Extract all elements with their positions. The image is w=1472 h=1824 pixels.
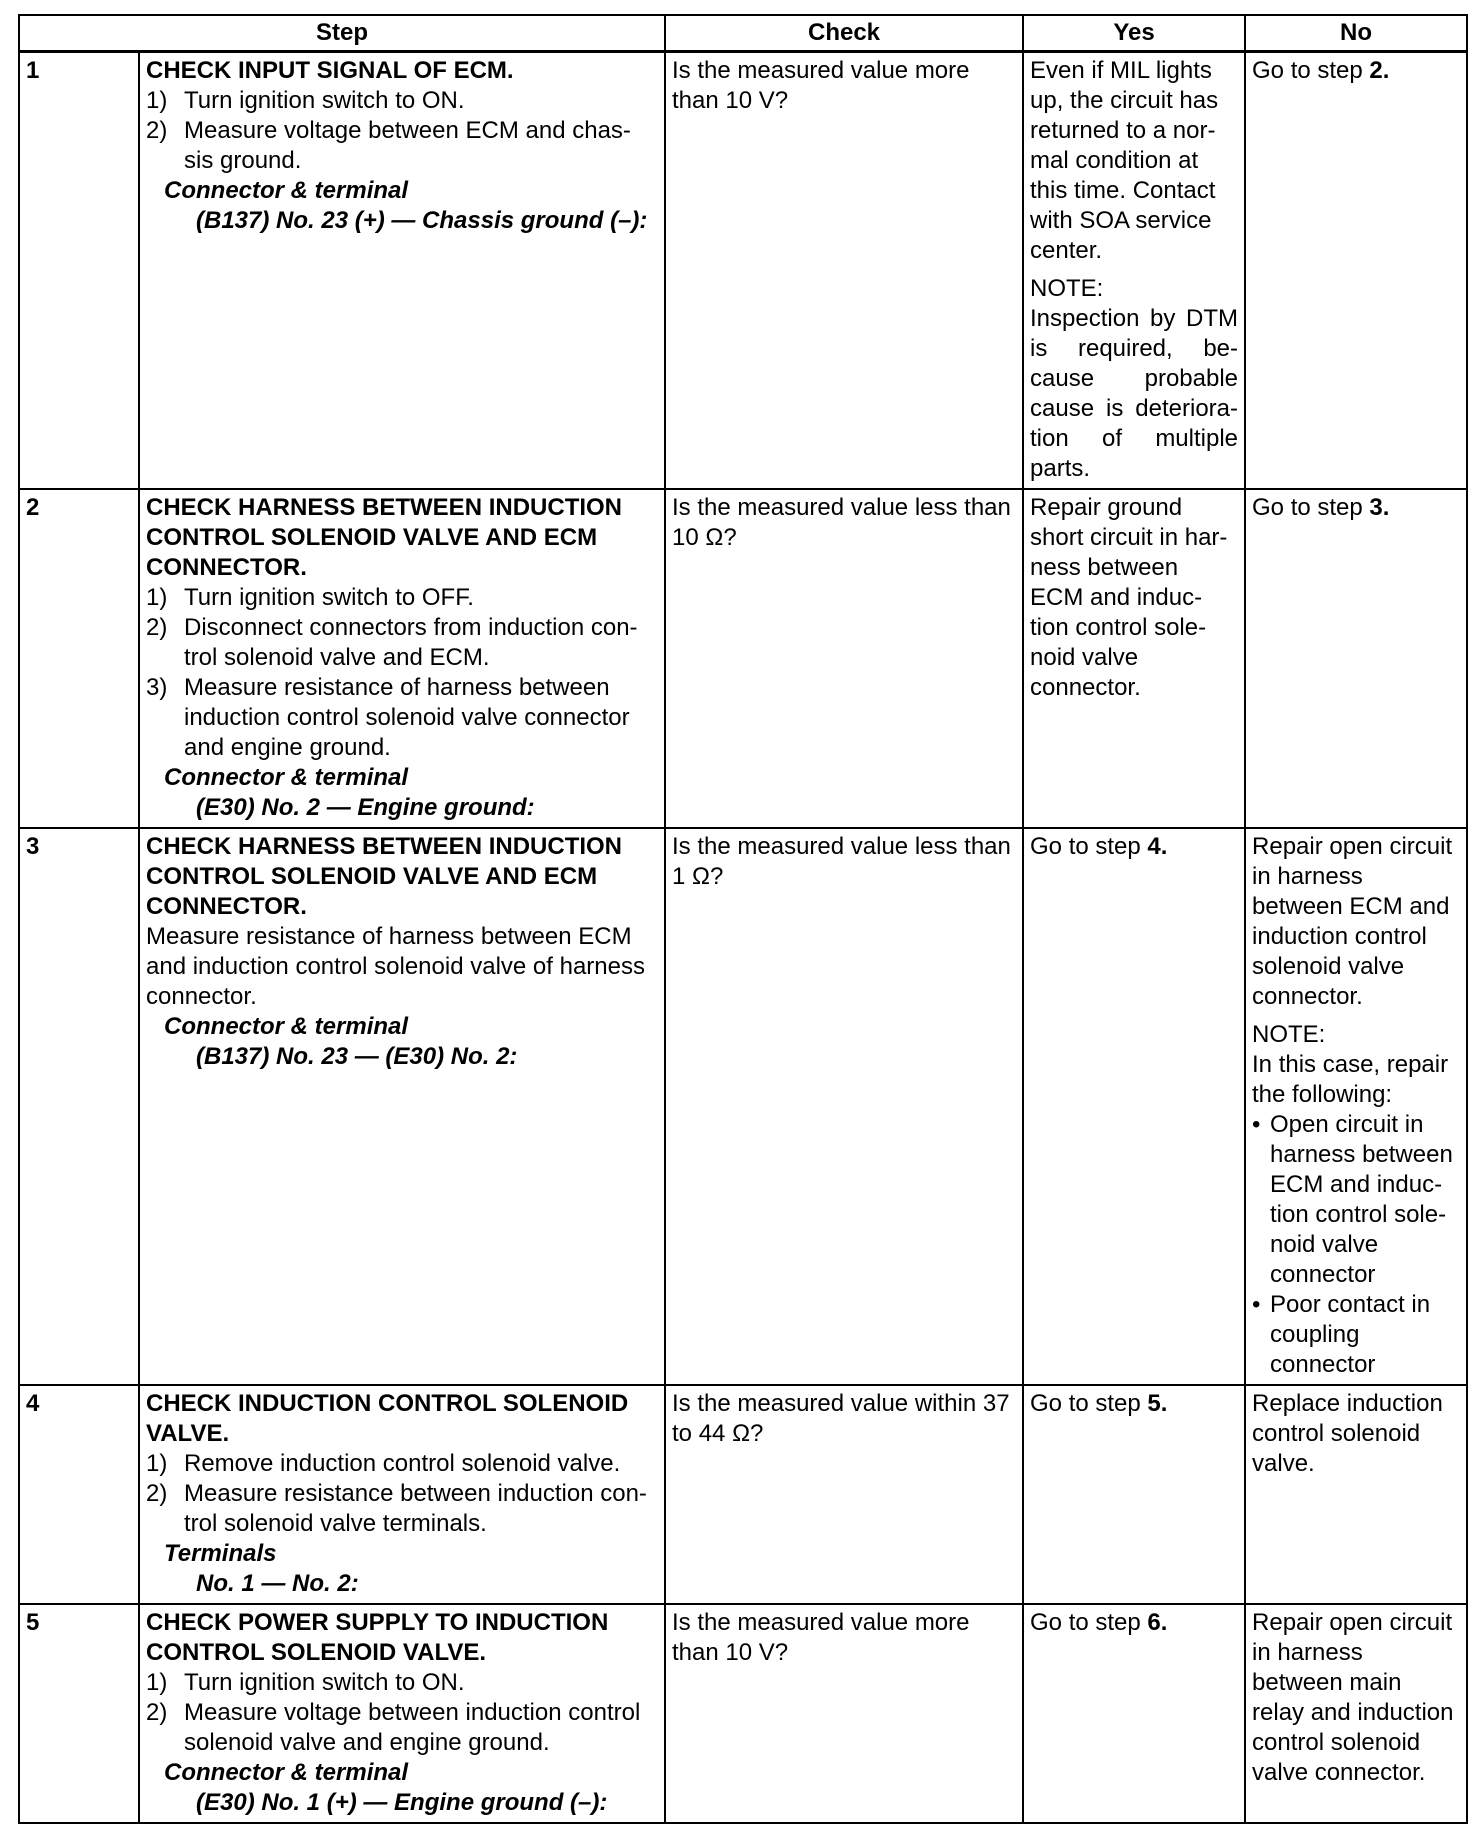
bullet-icon: •: [1252, 1111, 1261, 1138]
connector-terminal-value: (E30) No. 1 (+) — Engine ground (–):: [196, 1789, 608, 1816]
yes-cell: [1023, 1604, 1245, 1823]
connector-terminal-value: (E30) No. 2 — Engine ground:: [196, 794, 535, 821]
connector-terminal-value: (B137) No. 23 (+) — Chassis ground (–):: [196, 207, 648, 234]
substep-text: Disconnect connectors from induction con-trol solenoid valve and ECM.: [184, 614, 638, 671]
check-cell: Is the measured value less than 10 Ω?: [665, 489, 1023, 828]
diagnostic-table: [18, 14, 1468, 1824]
header-no: No: [1245, 15, 1467, 52]
substep: [146, 116, 658, 176]
substep: [146, 1449, 658, 1479]
terminals-value: No. 1 — No. 2:: [196, 1570, 359, 1597]
table-row: [19, 1385, 1467, 1604]
check-cell: Is the measured value more than 10 V?: [665, 52, 1023, 490]
no-cell: [1245, 52, 1467, 490]
no-bullet: [1252, 1290, 1460, 1380]
substep-text: Turn ignition switch to ON.: [184, 87, 465, 114]
step-description: [139, 489, 665, 828]
yes-note-label: NOTE:: [1030, 275, 1104, 302]
table-row: [19, 828, 1467, 1385]
no-cell: Replace induction control solenoid valve.: [1245, 1385, 1467, 1604]
substep: [146, 86, 658, 116]
check-cell: Is the measured value within 37 to 44 Ω?: [665, 1385, 1023, 1604]
header-step: Step: [19, 15, 665, 52]
no-cell: [1245, 489, 1467, 828]
yes-cell: [1023, 52, 1245, 490]
substep-number: 1): [146, 1450, 168, 1477]
substep-number: 2): [146, 1699, 168, 1726]
no-note-label: NOTE:: [1252, 1021, 1326, 1048]
substep-text: Measure voltage between ECM and chas-sis ground.: [184, 117, 631, 174]
step-number: 5: [19, 1604, 139, 1823]
yes-step-ref: 4.: [1147, 833, 1168, 860]
step-title: CHECK HARNESS BETWEEN INDUCTION CONTROL SOLENOID VALVE AND ECM CONNECTOR.: [146, 494, 623, 581]
substep-text: Measure resistance between induction con-trol solenoid valve terminals.: [184, 1480, 647, 1537]
step-number: 3: [19, 828, 139, 1385]
step-description: [139, 1604, 665, 1823]
step-number: 1: [19, 52, 139, 490]
no-note: In this case, repair the following:: [1252, 1051, 1449, 1108]
yes-cell: [1023, 828, 1245, 1385]
substep-text: Turn ignition switch to ON.: [184, 1669, 465, 1696]
substep: [146, 1479, 658, 1539]
connector-terminal-label: Connector & terminal: [164, 764, 409, 791]
step-description: [139, 52, 665, 490]
no-cell: [1245, 828, 1467, 1385]
substep-number: 1): [146, 87, 168, 114]
no-step-ref: 2.: [1369, 57, 1390, 84]
substep-number: 2): [146, 117, 168, 144]
yes-text: Repair ground short circuit in har-ness between ECM and induc-tion control sole-noid valve connector.: [1030, 494, 1228, 701]
step-title: CHECK INPUT SIGNAL OF ECM.: [146, 57, 514, 84]
yes-step-ref: 5.: [1147, 1390, 1168, 1417]
substep-number: 3): [146, 674, 168, 701]
no-cell: Repair open circuit in harness between main relay and induction control solenoid valve connector.: [1245, 1604, 1467, 1823]
substep-text: Measure voltage between induction control solenoid valve and engine ground.: [184, 1699, 641, 1756]
step-title: CHECK INDUCTION CONTROL SOLENOID VALVE.: [146, 1390, 629, 1447]
step-instruction: Measure resistance of harness between ECM and induction control solenoid valve of harness connector.: [146, 923, 645, 1010]
substep-number: 2): [146, 1480, 168, 1507]
substep: [146, 583, 658, 613]
substep-list: [146, 583, 658, 763]
substep-text: Remove induction control solenoid valve.: [184, 1450, 621, 1477]
table-row: [19, 52, 1467, 490]
step-title: CHECK POWER SUPPLY TO INDUCTION CONTROL SOLENOID VALVE.: [146, 1609, 609, 1666]
connector-terminal-label: Connector & terminal: [164, 1013, 409, 1040]
no-text: Repair open circuit in harness between ECM and induction control solenoid valve connector.: [1252, 833, 1453, 1010]
substep-text: Turn ignition switch to OFF.: [184, 584, 474, 611]
yes-note: Inspection by DTM is required, be-cause probable cause is deteriora-tion of multiple parts.: [1030, 305, 1239, 482]
substep-list: [146, 86, 658, 176]
yes-step-ref: 6.: [1147, 1609, 1168, 1636]
step-title: CHECK HARNESS BETWEEN INDUCTION CONTROL SOLENOID VALVE AND ECM CONNECTOR.: [146, 833, 623, 920]
yes-prefix: Go to step: [1030, 1390, 1148, 1417]
yes-cell: [1023, 1385, 1245, 1604]
check-cell: Is the measured value less than 1 Ω?: [665, 828, 1023, 1385]
connector-terminal-value: (B137) No. 23 — (E30) No. 2:: [196, 1043, 518, 1070]
substep-list: [146, 1449, 658, 1539]
yes-prefix: Go to step: [1030, 833, 1148, 860]
no-prefix: Go to step: [1252, 57, 1370, 84]
yes-text: Even if MIL lights up, the circuit has returned to a nor-mal condition at this time. Contact with SOA service center.: [1030, 57, 1219, 264]
bullet-text: Poor contact in coupling connector: [1270, 1291, 1431, 1378]
bullet-text: Open circuit in harness between ECM and induc-tion control sole-noid valve connector: [1270, 1111, 1453, 1288]
substep-text: Measure resistance of harness between induction control solenoid valve connector and engine ground.: [184, 674, 630, 761]
substep: [146, 613, 658, 673]
check-cell: Is the measured value more than 10 V?: [665, 1604, 1023, 1823]
step-description: [139, 828, 665, 1385]
header-yes: Yes: [1023, 15, 1245, 52]
bullet-icon: •: [1252, 1291, 1261, 1318]
yes-prefix: Go to step: [1030, 1609, 1148, 1636]
step-description: [139, 1385, 665, 1604]
header-check: Check: [665, 15, 1023, 52]
no-bullet: [1252, 1110, 1460, 1290]
substep-number: 2): [146, 614, 168, 641]
step-number: 2: [19, 489, 139, 828]
no-step-ref: 3.: [1369, 494, 1390, 521]
substep: [146, 673, 658, 763]
table-row: [19, 489, 1467, 828]
step-number: 4: [19, 1385, 139, 1604]
substep: [146, 1698, 658, 1758]
substep-number: 1): [146, 584, 168, 611]
connector-terminal-label: Connector & terminal: [164, 1759, 409, 1786]
connector-terminal-label: Connector & terminal: [164, 177, 409, 204]
substep-number: 1): [146, 1669, 168, 1696]
yes-cell: [1023, 489, 1245, 828]
substep-list: [146, 1668, 658, 1758]
substep: [146, 1668, 658, 1698]
table-row: [19, 1604, 1467, 1823]
terminals-label: Terminals: [164, 1540, 277, 1567]
table-header-row: [19, 15, 1467, 52]
no-prefix: Go to step: [1252, 494, 1370, 521]
